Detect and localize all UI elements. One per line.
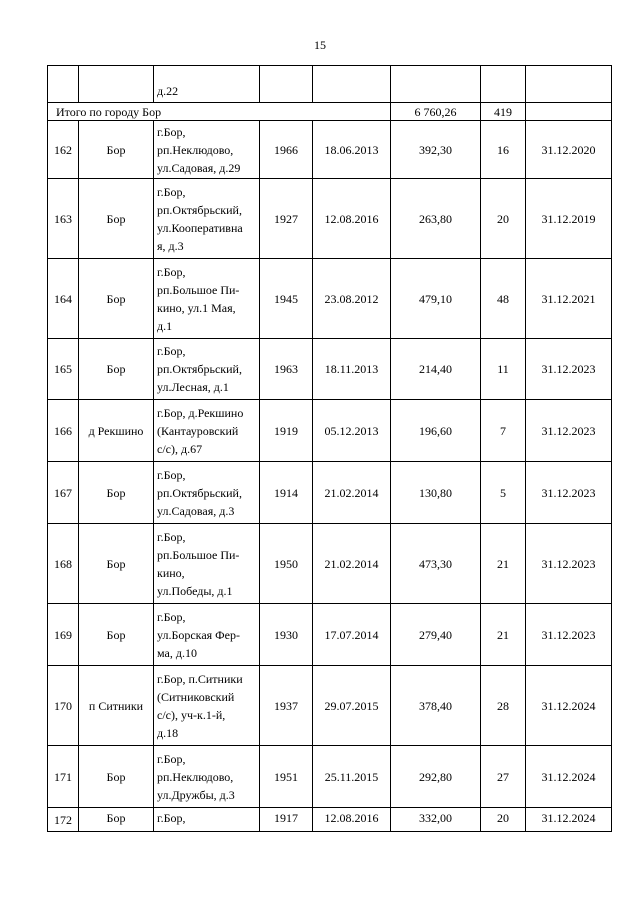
cell-square: 392,30	[391, 121, 481, 179]
cell-area: Бор	[79, 604, 154, 666]
cell-num: 163	[48, 179, 79, 259]
cell-square: 279,40	[391, 604, 481, 666]
cell-date: 12.08.2016	[313, 179, 391, 259]
cell-address: г.Бор, рп.Большое Пи- кино, ул.Победы, д.1	[154, 524, 260, 604]
cell-year: 1917	[260, 808, 313, 832]
cell-square: 292,80	[391, 746, 481, 808]
cell-address: г.Бор, рп.Неклюдово, ул.Дружбы, д.3	[154, 746, 260, 808]
cell-num: 169	[48, 604, 79, 666]
cell-date: 23.08.2012	[313, 259, 391, 339]
cell-address: г.Бор, рп.Большое Пи- кино, ул.1 Мая, д.1	[154, 259, 260, 339]
continuation-row	[48, 66, 612, 103]
cell-square: 263,80	[391, 179, 481, 259]
cell-area: Бор	[79, 746, 154, 808]
cell-term: 31.12.2024	[526, 808, 612, 832]
cell-residents: 5	[481, 462, 526, 524]
table-row	[48, 339, 612, 400]
cell-address: г.Бор, рп.Октябрьский, ул.Кооперативна я, д.3	[154, 179, 260, 259]
cell-year: 1927	[260, 179, 313, 259]
cell-date: 17.07.2014	[313, 604, 391, 666]
cell-year: 1930	[260, 604, 313, 666]
cell-area: Бор	[79, 259, 154, 339]
cell-date: 18.06.2013	[313, 121, 391, 179]
cell-area: Бор	[79, 121, 154, 179]
table-row	[48, 808, 612, 832]
cell-address: г.Бор, рп.Неклюдово, ул.Садовая, д.29	[154, 121, 260, 179]
table-row	[48, 259, 612, 339]
table-row	[48, 121, 612, 179]
cell-square: 479,10	[391, 259, 481, 339]
cell-residents: 20	[481, 808, 526, 832]
cell-residents: 16	[481, 121, 526, 179]
cell-residents: 11	[481, 339, 526, 400]
cell-year: 1919	[260, 400, 313, 462]
cell-square: 196,60	[391, 400, 481, 462]
cell-year: 1963	[260, 339, 313, 400]
cell-address: г.Бор,	[154, 808, 260, 832]
cell-residents: 28	[481, 666, 526, 746]
cell-num: 164	[48, 259, 79, 339]
cell-term: 31.12.2023	[526, 462, 612, 524]
table-row	[48, 179, 612, 259]
cell-term: 31.12.2023	[526, 524, 612, 604]
cell-area	[79, 66, 154, 103]
cell-term: 31.12.2023	[526, 604, 612, 666]
cell-area: Бор	[79, 808, 154, 832]
cell-year: 1950	[260, 524, 313, 604]
table-row	[48, 604, 612, 666]
cell-area: Бор	[79, 339, 154, 400]
cell-num: 167	[48, 462, 79, 524]
cell-date: 21.02.2014	[313, 524, 391, 604]
cell-residents: 21	[481, 524, 526, 604]
total-label: Итого по городу Бор	[48, 103, 391, 121]
cell-area: п Ситники	[79, 666, 154, 746]
total-row	[48, 103, 612, 121]
cell-square: 473,30	[391, 524, 481, 604]
cell-num: 170	[48, 666, 79, 746]
cell-area: Бор	[79, 524, 154, 604]
cell-term: 31.12.2023	[526, 339, 612, 400]
cell-residents	[481, 66, 526, 103]
cell-residents: 7	[481, 400, 526, 462]
housing-table	[47, 65, 612, 832]
cell-residents: 21	[481, 604, 526, 666]
total-residents: 419	[481, 103, 526, 121]
cell-num: 166	[48, 400, 79, 462]
cell-date: 29.07.2015	[313, 666, 391, 746]
cell-address: д.22	[154, 66, 260, 103]
cell-year: 1914	[260, 462, 313, 524]
total-term	[526, 103, 612, 121]
cell-year: 1951	[260, 746, 313, 808]
cell-num: 162	[48, 121, 79, 179]
cell-date: 18.11.2013	[313, 339, 391, 400]
cell-year	[260, 66, 313, 103]
cell-num: 172	[48, 808, 79, 832]
page-number: 15	[314, 38, 326, 52]
cell-square: 214,40	[391, 339, 481, 400]
cell-year: 1945	[260, 259, 313, 339]
cell-square: 332,00	[391, 808, 481, 832]
cell-area: Бор	[79, 179, 154, 259]
cell-term: 31.12.2019	[526, 179, 612, 259]
table-row	[48, 746, 612, 808]
cell-year: 1966	[260, 121, 313, 179]
table-row	[48, 462, 612, 524]
cell-date: 21.02.2014	[313, 462, 391, 524]
cell-area: д Рекшино	[79, 400, 154, 462]
cell-date: 05.12.2013	[313, 400, 391, 462]
cell-term: 31.12.2021	[526, 259, 612, 339]
cell-address: г.Бор, рп.Октябрьский, ул.Лесная, д.1	[154, 339, 260, 400]
cell-term: 31.12.2020	[526, 121, 612, 179]
table-row	[48, 524, 612, 604]
cell-year: 1937	[260, 666, 313, 746]
cell-date: 12.08.2016	[313, 808, 391, 832]
cell-term: 31.12.2024	[526, 746, 612, 808]
cell-area: Бор	[79, 462, 154, 524]
table-row	[48, 666, 612, 746]
cell-address: г.Бор, рп.Октябрьский, ул.Садовая, д.3	[154, 462, 260, 524]
cell-address: г.Бор, п.Ситники (Ситниковский с/с), уч-к.1-й, д.18	[154, 666, 260, 746]
cell-date	[313, 66, 391, 103]
cell-date: 25.11.2015	[313, 746, 391, 808]
cell-residents: 48	[481, 259, 526, 339]
cell-square	[391, 66, 481, 103]
total-square: 6 760,26	[391, 103, 481, 121]
cell-square: 130,80	[391, 462, 481, 524]
cell-square: 378,40	[391, 666, 481, 746]
cell-num: 168	[48, 524, 79, 604]
cell-term: 31.12.2023	[526, 400, 612, 462]
cell-num	[48, 66, 79, 103]
cell-term	[526, 66, 612, 103]
cell-address: г.Бор, д.Рекшино (Кантауровский с/с), д.67	[154, 400, 260, 462]
cell-address: г.Бор, ул.Борская Фер- ма, д.10	[154, 604, 260, 666]
cell-num: 165	[48, 339, 79, 400]
cell-residents: 27	[481, 746, 526, 808]
cell-num: 171	[48, 746, 79, 808]
cell-term: 31.12.2024	[526, 666, 612, 746]
cell-residents: 20	[481, 179, 526, 259]
table-row	[48, 400, 612, 462]
